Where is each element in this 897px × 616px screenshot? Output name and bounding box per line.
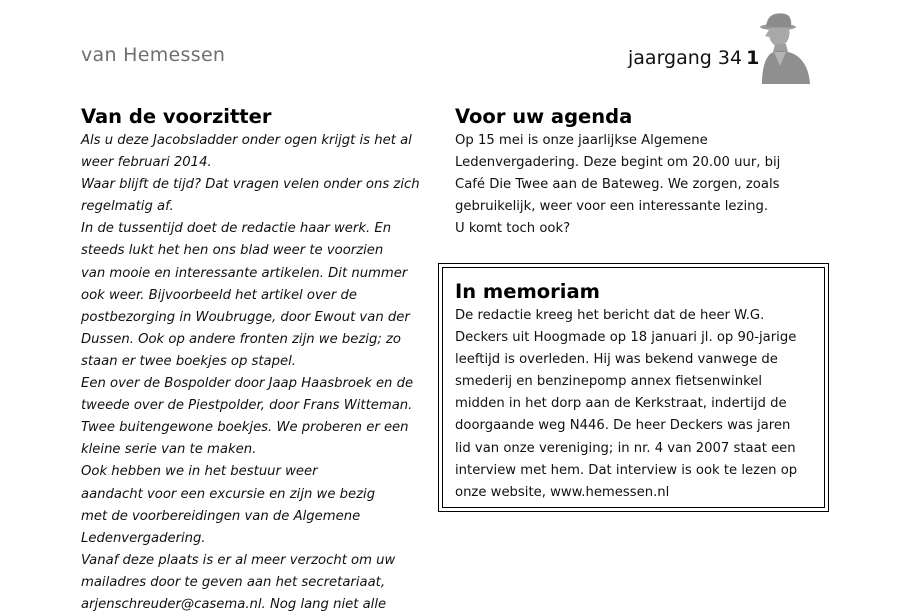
agenda-line: Ledenvergadering. Deze begint om 20.00 uur, bij — [455, 155, 781, 171]
left-article-line: Waar blijft de tijd? Dat vragen velen onder ons zich — [81, 177, 420, 193]
left-article-line: In de tussentijd doet de redactie haar werk. En — [81, 221, 392, 237]
agenda-body — [455, 130, 800, 240]
header-volume — [628, 47, 759, 69]
memoriam-line: onze website, www.hemessen.nl — [455, 484, 670, 500]
left-article-line: Als u deze Jacobsladder onder ogen krijgt is het al — [81, 133, 412, 148]
issue-number: 1 — [746, 47, 760, 69]
left-article-line: Twee buitengewone boekjes. We proberen er een — [81, 420, 409, 436]
left-article-line: Dussen. Ook op andere fronten zijn we bezig; zo — [81, 331, 401, 347]
left-article-line: weer februari 2014. — [81, 155, 212, 171]
left-article-line: staan er twee boekjes op stapel. — [81, 353, 296, 369]
left-article-line: Een over de Bospolder door Jaap Haasbroek en de — [81, 376, 414, 392]
left-article-line: ook weer. Bijvoorbeeld het artikel over de — [81, 287, 357, 303]
left-article — [81, 104, 421, 616]
agenda-line: Café Die Twee aan de Bateweg. We zorgen, zoals — [455, 177, 780, 193]
agenda-line: gebruikelijk, weer voor een interessante lezing. — [455, 199, 769, 215]
memoriam-line: doorgaande weg N446. De heer Deckers was jaren — [455, 418, 791, 434]
memoriam-line: Deckers uit Hoogmade op 18 januari jl. op 90-jarige — [455, 330, 797, 346]
left-article-line: met de voorbereidingen van de Algemene — [81, 508, 361, 524]
left-article-body — [81, 130, 421, 616]
volume-label: jaargang 34 — [628, 47, 743, 69]
left-article-line: postbezorging in Woubrugge, door Ewout van der — [81, 309, 410, 325]
left-article-line: regelmatig af. — [81, 199, 174, 215]
memoriam-title: In memoriam — [455, 280, 600, 303]
agenda-title: Voor uw agenda — [455, 105, 633, 128]
memoriam-line: De redactie kreeg het bericht dat de heer W.G. — [455, 308, 765, 323]
left-article-line: Ledenvergadering. — [81, 530, 206, 546]
memoriam-line: midden in het dorp aan de Kerkstraat, indertijd de — [455, 396, 787, 412]
left-article-line: steeds lukt het hen ons blad weer te voorzien — [81, 243, 384, 259]
silhouette-man-with-hat-icon — [756, 10, 812, 84]
memoriam-body — [455, 305, 800, 504]
left-article-line: van mooie en interessante artikelen. Dit nummer — [81, 265, 408, 281]
memoriam-line: smederij en benzinepomp annex fietsenwinkel — [455, 374, 763, 390]
left-article-line: kleine serie van te maken. — [81, 442, 257, 458]
left-article-line: Vanaf deze plaats is er al meer verzocht om uw — [81, 552, 396, 568]
header-left-title: van Hemessen — [81, 44, 226, 66]
agenda-line: Op 15 mei is onze jaarlijkse Algemene — [455, 133, 708, 148]
left-article-line: arjenschreuder@casema.nl. Nog lang niet alle — [81, 596, 387, 612]
agenda-article — [455, 104, 800, 240]
memoriam-article — [455, 279, 800, 504]
memoriam-line: interview met hem. Dat interview is ook te lezen op — [455, 462, 798, 478]
memoriam-line: lid van onze vereniging; in nr. 4 van 2007 staat een — [455, 440, 796, 456]
left-article-line: mailadres door te geven aan het secretariaat, — [81, 574, 386, 590]
left-article-line: Ook hebben we in het bestuur weer — [81, 464, 318, 480]
memoriam-line: leeftijd is overleden. Hij was bekend vanwege de — [455, 352, 778, 368]
agenda-line: U komt toch ook? — [455, 221, 571, 237]
left-article-line: tweede over de Piestpolder, door Frans Witteman. — [81, 398, 413, 414]
left-article-line: aandacht voor een excursie en zijn we bezig — [81, 486, 376, 502]
left-article-title: Van de voorzitter — [81, 105, 272, 128]
